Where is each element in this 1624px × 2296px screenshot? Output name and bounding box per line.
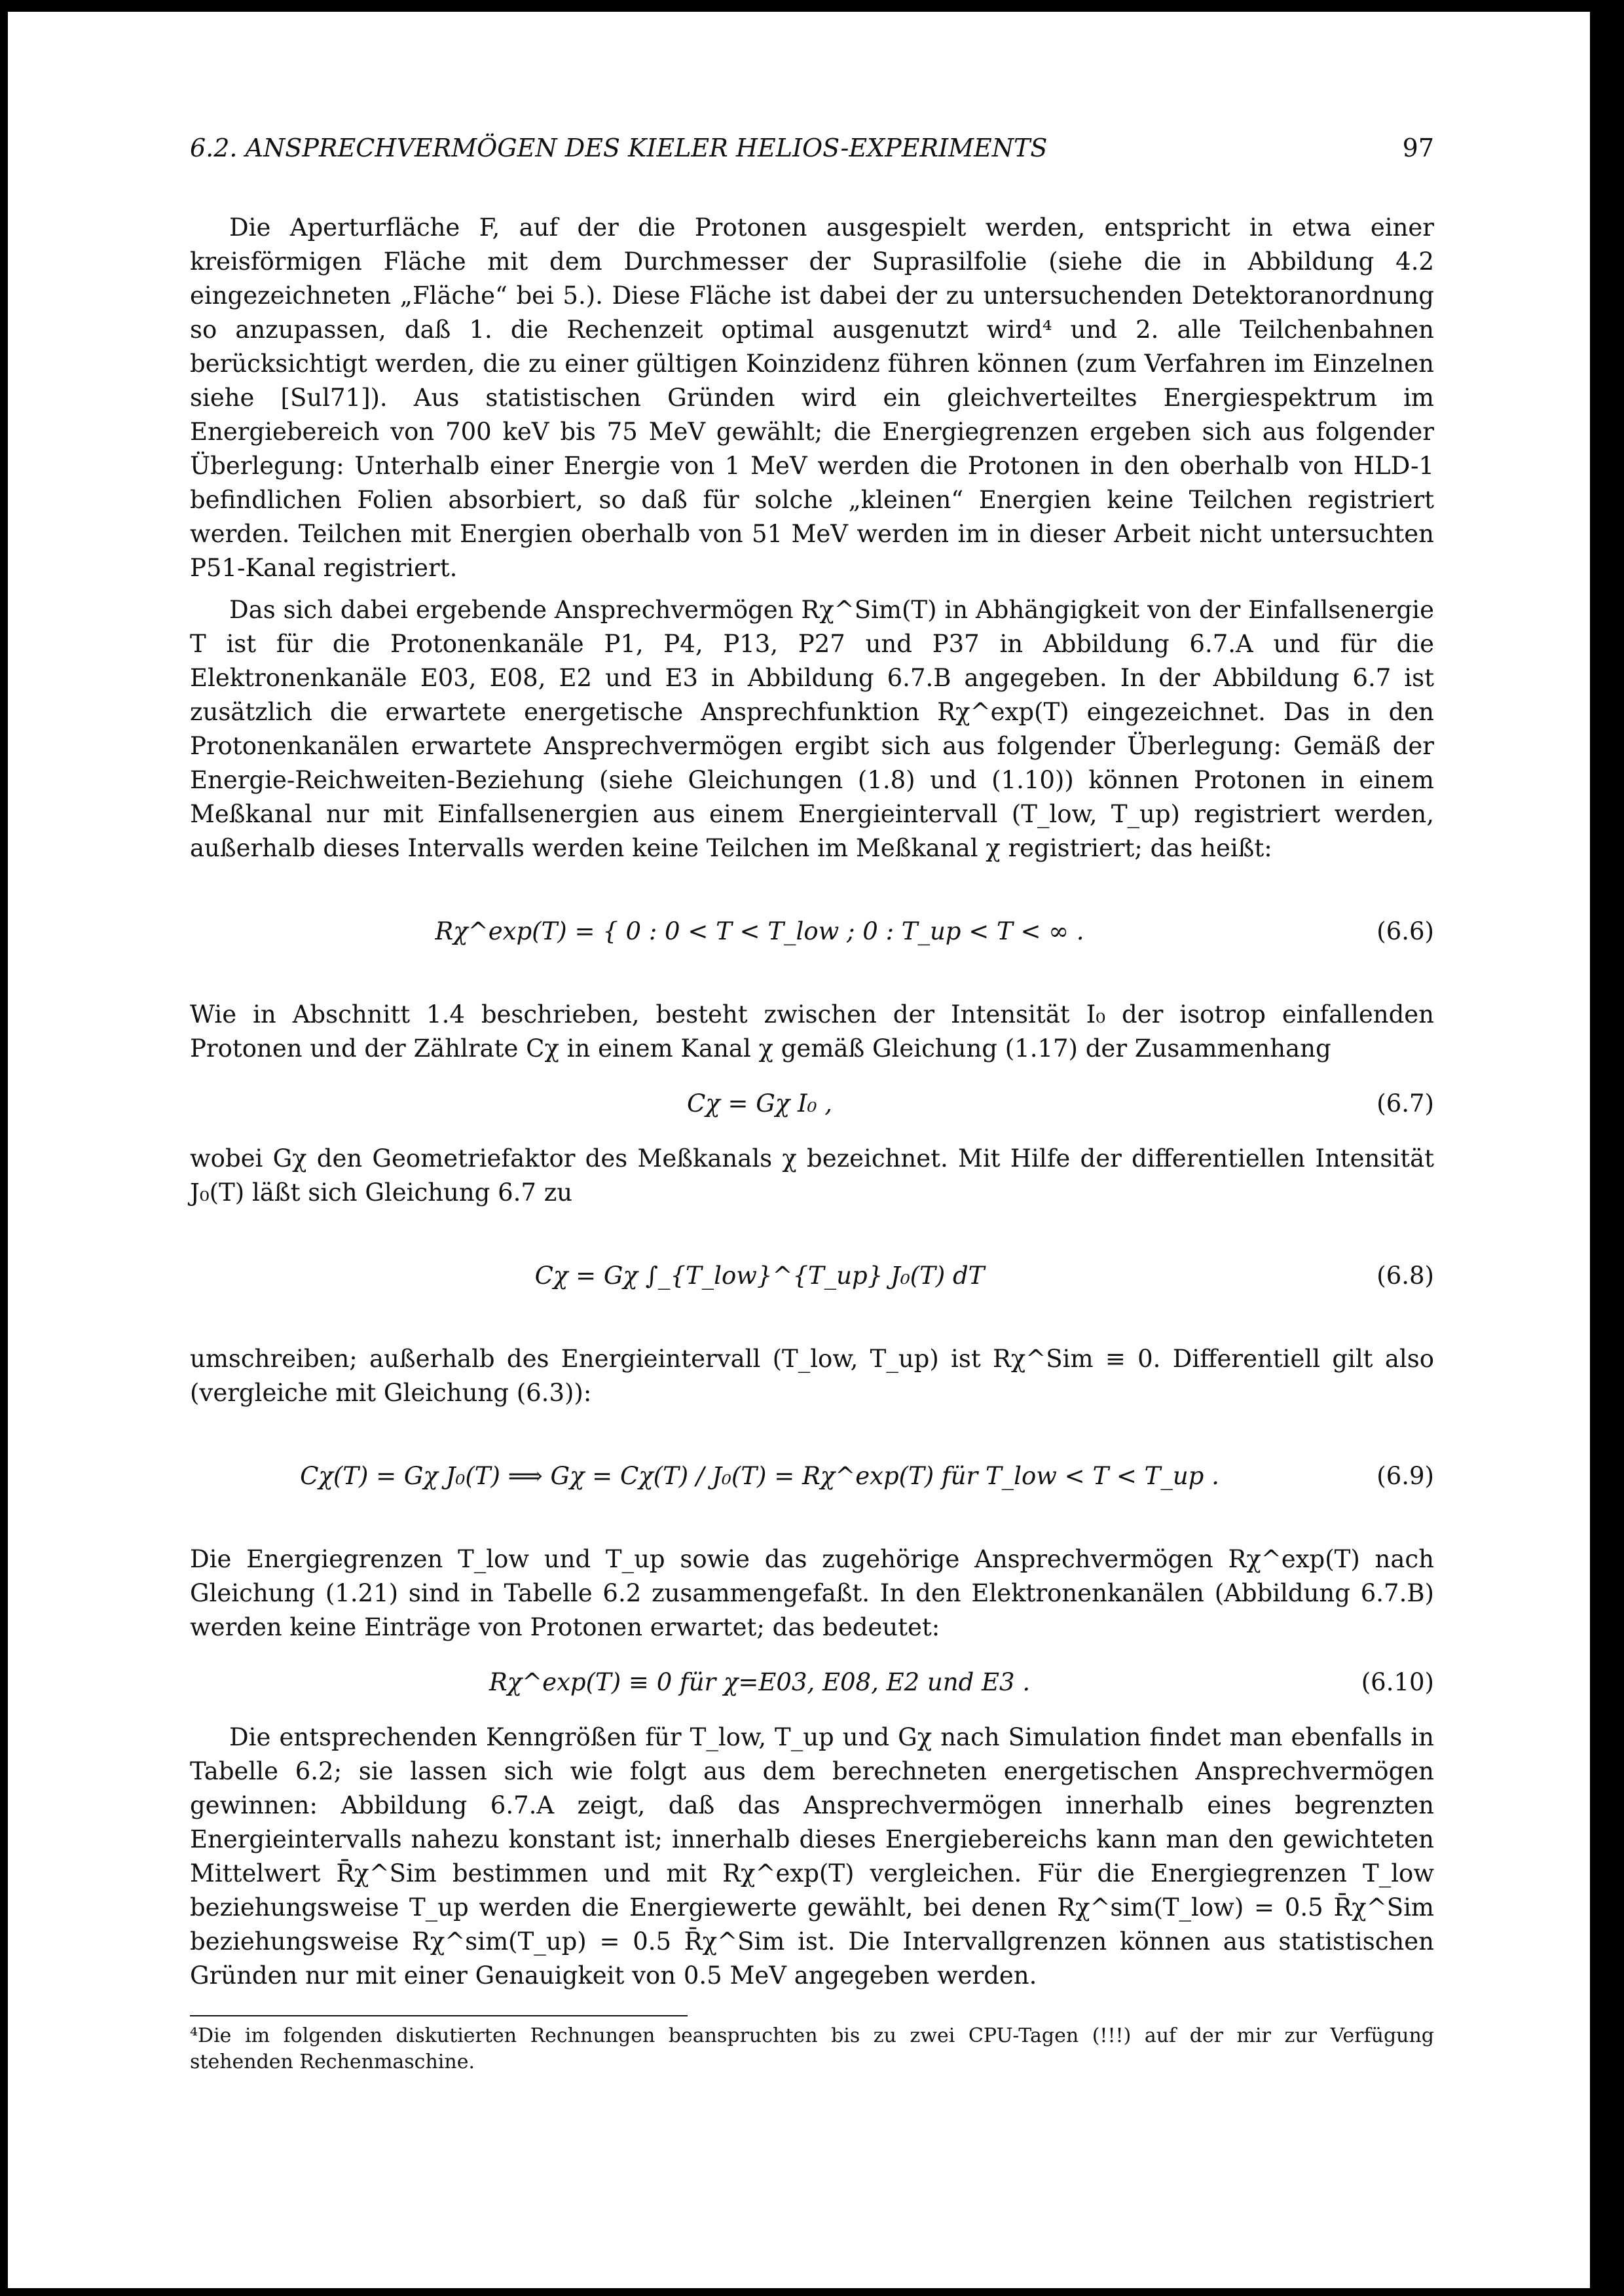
footnote: ⁴Die im folgenden diskutierten Rechnungen beanspruchten bis zu zwei CPU-Tagen (!!!) auf der mir zur Verfügung stehenden Rechenmaschine. <box>190 2024 1434 2073</box>
equation-6-7 <box>190 1083 1434 1125</box>
scan-border-top <box>0 0 1624 12</box>
equation-6-7-body: Cχ = Gχ I₀ , <box>687 1089 832 1118</box>
paragraph-3: Wie in Abschnitt 1.4 beschrieben, besteht zwischen der Intensität I₀ der isotrop einfallenden Protonen und der Zählrate Cχ in einem Kanal χ gemäß Gleichung (1.17) der Zusammenhang <box>190 1000 1434 1063</box>
section-title: 6.2. ANSPRECHVERMÖGEN DES KIELER HELIOS-EXPERIMENTS <box>190 134 1048 162</box>
scan-border-right <box>1590 0 1624 2296</box>
equation-6-9-number: (6.9) <box>1376 1462 1434 1490</box>
equation-6-8-number: (6.8) <box>1376 1262 1434 1290</box>
equation-6-10-number: (6.10) <box>1361 1668 1434 1696</box>
equation-6-9 <box>190 1427 1434 1525</box>
paragraph-2: Das sich dabei ergebende Ansprechvermögen Rχ^Sim(T) in Abhängigkeit von der Einfallsenergie T ist für die Protonenkanäle P1, P4, P13, P27 und P37 in Abbildung 6.7.A und für die Elektronenkanäle E03, E08, E2 und E3 in Abbildung 6.7.B angegeben. In der Abbildung 6.7 ist zusätzlich die erwartete energetische Ansprechfunktion Rχ^exp(T) eingezeichnet. Das in den Protonenkanälen erwartete Ansprechvermögen ergibt sich aus folgender Überlegung: Gemäß der Energie-Reichweiten-Beziehung (siehe Gleichungen (1.8) und (1.10)) können Protonen in einem Meßkanal nur mit Einfallsenergien aus einem Energieintervall (T_low, T_up) registriert werden, außerhalb dieses Intervalls werden keine Teilchen im Meßkanal χ registriert; das heißt: <box>190 596 1434 862</box>
running-header <box>190 131 1434 165</box>
equation-6-6 <box>190 883 1434 981</box>
equation-6-10 <box>190 1662 1434 1704</box>
equation-6-9-body: Cχ(T) = Gχ J₀(T) ⟹ Gχ = Cχ(T) / J₀(T) = Rχ^exp(T) für T_low < T < T_up . <box>300 1462 1219 1490</box>
equation-6-6-body: Rχ^exp(T) = { 0 : 0 < T < T_low ; 0 : T_up < T < ∞ . <box>435 917 1084 945</box>
equation-6-7-number: (6.7) <box>1376 1089 1434 1118</box>
equation-6-8 <box>190 1227 1434 1325</box>
page-body <box>190 131 1434 2075</box>
paragraph-1: Die Aperturfläche F, auf der die Protonen ausgespielt werden, entspricht in etwa einer kreisförmigen Fläche mit dem Durchmesser der Suprasilfolie (siehe die in Abbildung 4.2 eingezeichneten „Fläche“ bei 5.). Diese Fläche ist dabei der zu untersuchenden Detektoranordnung so anzupassen, daß 1. die Rechenzeit optimal ausgenutzt wird⁴ und 2. alle Teilchenbahnen berücksichtigt werden, die zu einer gültigen Koinzidenz führen können (zum Verfahren im Einzelnen siehe [Sul71]). Aus statistischen Gründen wird ein gleichverteiltes Energiespektrum im Energiebereich von 700 keV bis 75 MeV gewählt; die Energiegrenzen ergeben sich aus folgender Überlegung: Unterhalb einer Energie von 1 MeV werden die Protonen in den oberhalb von HLD-1 befindlichen Folien absorbiert, so daß für solche „kleinen“ Energien keine Teilchen registriert werden. Teilchen mit Energien oberhalb von 51 MeV werden im in dieser Arbeit nicht untersuchten P51-Kanal registriert. <box>190 213 1434 582</box>
paragraph-7: Die entsprechenden Kenngrößen für T_low, T_up und Gχ nach Simulation findet man ebenfalls in Tabelle 6.2; sie lassen sich wie folgt aus dem berechneten energetischen Ansprechvermögen gewinnen: Abbildung 6.7.A zeigt, daß das Ansprechvermögen innerhalb eines begrenzten Energieintervalls nahezu konstant ist; innerhalb dieses Energiebereichs kann man den gewichteten Mittelwert R̄χ^Sim bestimmen und mit Rχ^exp(T) vergleichen. Für die Energiegrenzen T_low beziehungsweise T_up werden die Energiewerte gewählt, bei denen Rχ^sim(T_low) = 0.5 R̄χ^Sim beziehungsweise Rχ^sim(T_up) = 0.5 R̄χ^Sim ist. Die Intervallgrenzen können aus statistischen Gründen nur mit einer Genauigkeit von 0.5 MeV angegeben werden. <box>190 1723 1434 1990</box>
paragraph-4: wobei Gχ den Geometriefaktor des Meßkanals χ bezeichnet. Mit Hilfe der differentiellen Intensität J₀(T) läßt sich Gleichung 6.7 zu <box>190 1144 1434 1207</box>
equation-6-6-number: (6.6) <box>1376 917 1434 945</box>
paragraph-6: Die Energiegrenzen T_low und T_up sowie das zugehörige Ansprechvermögen Rχ^exp(T) nach Gleichung (1.21) sind in Tabelle 6.2 zusammengefaßt. In den Elektronenkanälen (Abbildung 6.7.B) werden keine Einträge von Protonen erwartet; das bedeutet: <box>190 1545 1434 1641</box>
footnote-rule <box>190 2015 688 2016</box>
scan-border-bottom <box>0 2288 1624 2296</box>
equation-6-8-body: Cχ = Gχ ∫_{T_low}^{T_up} J₀(T) dT <box>534 1262 985 1290</box>
paragraph-5: umschreiben; außerhalb des Energieintervall (T_low, T_up) ist Rχ^Sim ≡ 0. Differentiell gilt also (vergleiche mit Gleichung (6.3)): <box>190 1345 1434 1407</box>
equation-6-10-body: Rχ^exp(T) ≡ 0 für χ=E03, E08, E2 und E3 . <box>489 1668 1031 1696</box>
page-number: 97 <box>1402 134 1434 162</box>
scan-border-left <box>0 0 8 2296</box>
